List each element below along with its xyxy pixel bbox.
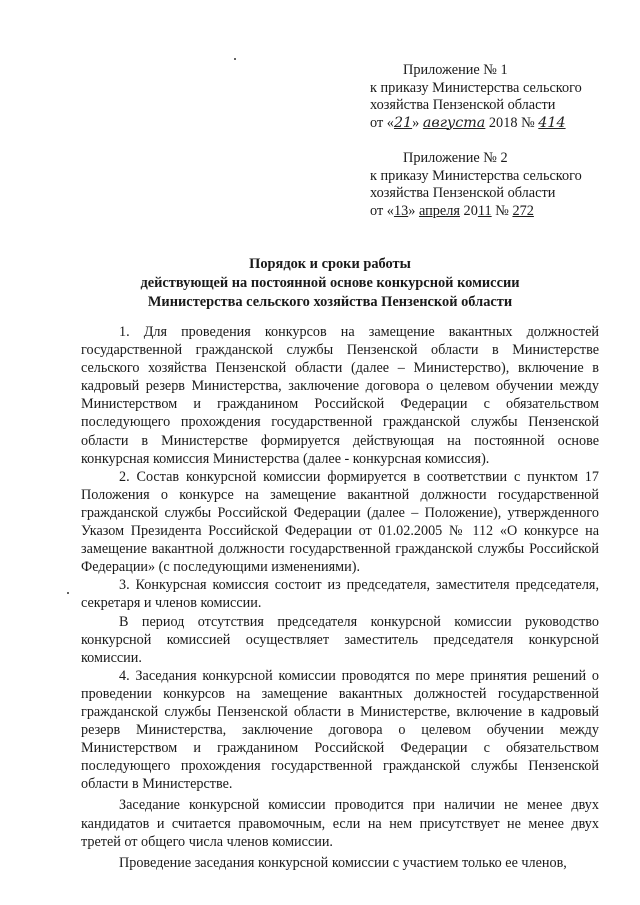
document-body: [81, 323, 599, 872]
appendix-1-date: [370, 115, 582, 133]
date-prefix: от «: [370, 202, 394, 219]
date-mid: »: [412, 114, 423, 131]
paragraph-3-note: В период отсутствия председателя конкурсной комиссии руководство конкурсной комиссией осуществляет заместитель председателя конкурсной комиссии.: [81, 613, 599, 666]
number-prefix: №: [491, 202, 513, 219]
date-prefix: от «: [370, 114, 394, 131]
date-day: 13: [393, 202, 409, 219]
handwritten-month: августа: [422, 114, 486, 131]
appendix-1-title: Приложение № 1: [403, 62, 508, 78]
appendix-2-line2: хозяйства Пензенской области: [370, 185, 556, 201]
appendix-2-line1: к приказу Министерства сельского: [370, 167, 582, 184]
appendix-1-line1: к приказу Министерства сельского: [370, 79, 582, 96]
date-year-prefix: 20: [459, 202, 478, 219]
heading-line-3: Министерства сельского хозяйства Пензенской области: [147, 294, 513, 310]
appendix-2-date: [370, 203, 582, 221]
handwritten-day: 21: [393, 114, 413, 131]
paragraph-4-continued: Проведение заседания конкурсной комиссии с участием только ее членов,: [119, 854, 567, 871]
heading-line-1: Порядок и сроки работы: [249, 256, 411, 272]
paragraph-1: 1. Для проведения конкурсов на замещение вакантных должностей государственной гражданской службы Пензенской области в Министерстве сельского хозяйства Пензенской области (далее – Министерство), включение в кадровый резерв Министерства, заключение договора о целевом обучении между Министерством и гражданином Российской Федерации с обязательством последующего прохождения государственной гражданской службы Пензенской области в Министерстве формируется действующая на постоянной основе конкурсная комиссия Министерства (далее - конкурсная комиссия).: [81, 324, 599, 467]
appendix-1-block: [370, 62, 582, 132]
scan-speck: [67, 592, 69, 594]
paragraph-3: 3. Конкурсная комиссия состоит из председателя, заместителя председателя, секретаря и членов комиссии.: [81, 577, 599, 612]
paragraph-2: 2. Состав конкурсной комиссии формируется в соответствии с пунктом 17 Положения о конкурсе на замещение вакантной должности государственной гражданской службы Российской Федерации (далее – Положение), утвержденного Указом Президента Российской Федерации от 01.02.2005 № 112 «О конкурсе на замещение вакантной должности государственной гражданской службы Российской Федерации» (с последующими изменениями).: [81, 468, 599, 576]
order-number: 272: [512, 202, 534, 219]
date-month: апреля: [418, 202, 460, 219]
date-year: 2018 №: [485, 114, 539, 131]
paragraph-4: 4. Заседания конкурсной комиссии проводятся по мере принятия решений о проведении конкурсов на замещение вакантных должностей государственной гражданской службы Пензенской области в Министерстве, включение в кадровый резерв Министерства, заключение договора о целевом обучении между Министерством и гражданином Российской Федерации с обязательством последующего прохождения государственной гражданской службы Пензенской области в Министерстве.: [81, 667, 599, 793]
heading-line-2: действующей на постоянной основе конкурсной комиссии: [140, 275, 520, 291]
date-mid: »: [408, 202, 419, 219]
appendix-2-title: Приложение № 2: [403, 150, 508, 166]
date-year-suffix: 11: [477, 202, 492, 219]
document-heading: [60, 255, 600, 312]
paragraph-4-quorum: Заседание конкурсной комиссии проводится при наличии не менее двух кандидатов и считается правомочным, если на нем присутствует не менее двух третей от общего числа членов комиссии.: [81, 797, 599, 850]
scan-speck: [234, 58, 236, 60]
appendix-2-block: [370, 150, 582, 220]
appendix-1-line2: хозяйства Пензенской области: [370, 97, 556, 113]
handwritten-number: 414: [538, 114, 566, 131]
